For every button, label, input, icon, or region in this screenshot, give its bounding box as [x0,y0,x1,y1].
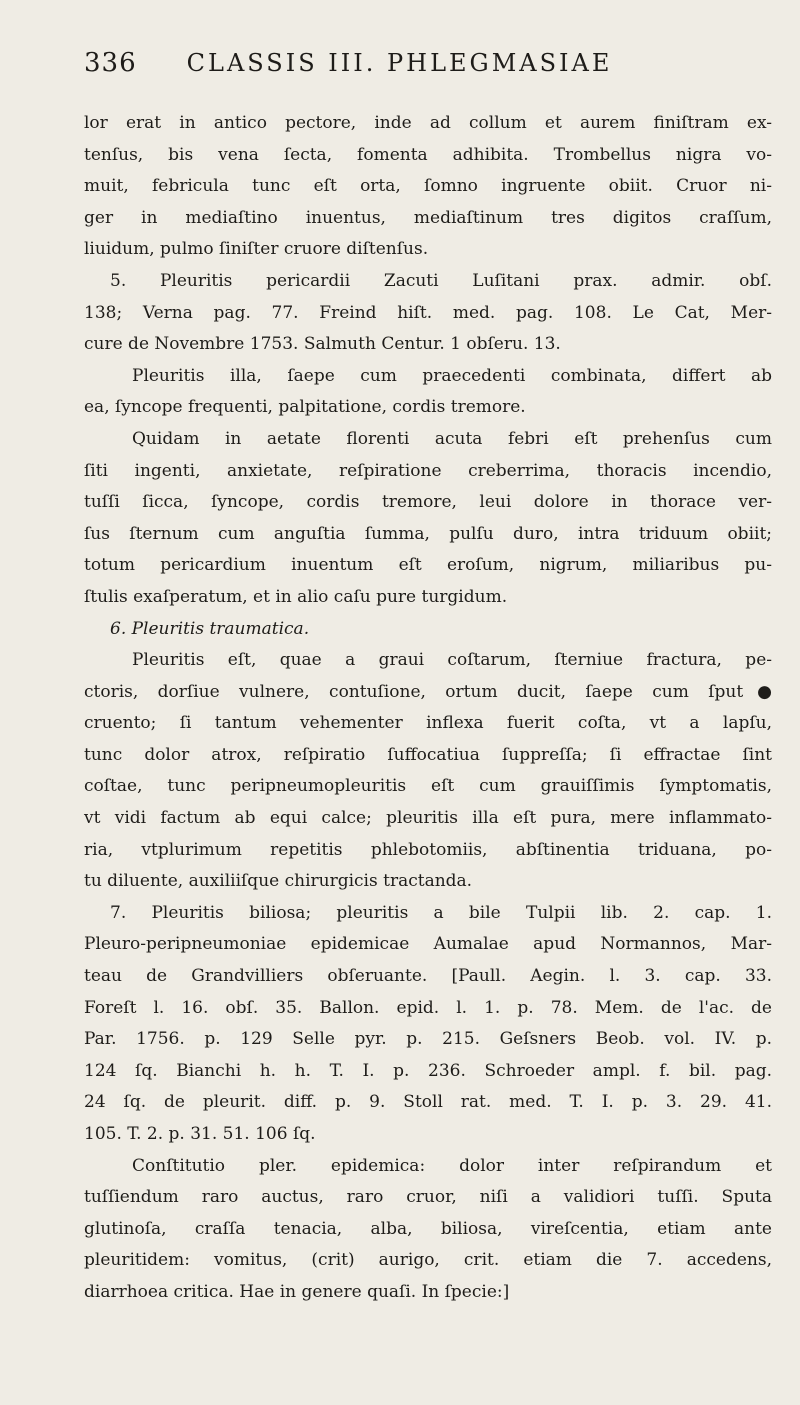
page-number: 336 [84,48,137,78]
section-7-description [84,1151,772,1309]
section-5-case [84,424,772,614]
text-line: totum pericardium inuentum eſt eroſum, nigrum, miliaribus pu- [84,555,772,576]
text-line: coſtae, tunc peripneumopleuritis eſt cum grauiſſimis ſymptomatis, [84,776,772,797]
text-line: pleuritidem: vomitus, (crit) aurigo, crit. etiam die 7. accedens, [84,1250,772,1271]
text-line: lor erat in antico pectore, inde ad collum et aurem finiſtram ex- [84,113,772,133]
running-header [84,48,772,96]
text-line: Conſtitutio pler. epidemica: dolor inter reſpirandum et [132,1155,772,1176]
text-line: cure de Novembre 1753. Salmuth Centur. 1 obſeru. 13. [84,334,561,355]
text-line: ſiti ingenti, anxietate, reſpiratione creberrima, thoracis incendio, [84,460,772,481]
text-line: Pleuritis eſt, quae a graui coſtarum, ſterniue fractura, pe- [132,650,772,671]
text-line: tunc dolor atrox, reſpiratio ſuffocatiua ſuppreſſa; ſi effractae ſint [84,744,772,765]
text-line: 24 ſq. de pleurit. diff. p. 9. Stoll rat. med. T. I. p. 3. 29. 41. [84,1092,772,1113]
text-line: 7. Pleuritis biliosa; pleuritis a bile Tulpii lib. 2. cap. 1. [110,902,772,923]
text-line: teau de Grandvilliers obſeruante. [Paull. Aegin. l. 3. cap. 33. [84,966,772,987]
section-5-citations [84,266,772,361]
page-body [84,108,772,1309]
text-line: Pleuritis illa, ſaepe cum praecedenti combinata, differt ab [132,365,772,386]
text-line: tu diluente, auxiliiſque chirurgicis tractanda. [84,871,473,892]
text-line: ria, vtplurimum repetitis phlebotomiis, abſtinentia triduana, po- [84,839,772,860]
section-heading: 6. Pleuritis traumatica. [110,618,310,639]
text-line: 138; Verna pag. 77. Freind hiſt. med. pag. 108. Le Cat, Mer- [84,302,772,323]
text-line: tenſus, bis vena ſecta, fomenta adhibita. Trombellus nigra vo- [84,144,772,165]
section-5-description [84,361,772,424]
section-6-description [84,645,772,898]
text-line: ctoris, dorſiue vulnere, contuſione, ortum ducit, ſaepe cum ſput● [84,681,772,702]
text-line: liuidum, pulmo ſiniſter cruore diſtenſus. [84,239,429,260]
text-line: 105. T. 2. p. 31. 51. 106 ſq. [84,1124,316,1144]
text-line: vt vidi factum ab equi calce; pleuritis illa eſt pura, mere inflammato- [84,808,772,829]
text-line: Quidam in aetate florenti acuta febri eſt prehenſus cum [132,428,772,449]
text-line: ſtulis exaſperatum, et in alio caſu pure turgidum. [84,586,508,607]
text-line: tuſſiendum raro auctus, raro cruor, niſi a validiori tuſſi. Sputa [84,1187,772,1208]
text-line: 5. Pleuritis pericardii Zacuti Luſitani prax. admir. obſ. [110,270,772,291]
text-line: Pleuro-peripneumoniae epidemicae Aumalae apud Normannos, Mar- [84,934,772,955]
text-line: diarrhoea critica. Hae in genere quaſi. In ſpecie:] [84,1281,510,1302]
text-line: ea, ſyncope frequenti, palpitatione, cordis tremore. [84,397,526,418]
paragraph-continuation [84,108,772,266]
text-line: tuſſi ſicca, ſyncope, cordis tremore, leui dolore in thorace ver- [84,492,772,513]
text-line: muit, febricula tunc eſt orta, ſomno ingruente obiit. Cruor ni- [84,176,772,197]
text-line: Foreſt l. 16. obſ. 35. Ballon. epid. l. 1. p. 78. Mem. de l'ac. de [84,997,772,1018]
text-line: ſus ſternum cum anguſtia ſumma, pulſu duro, intra triduum obiit; [84,523,772,544]
text-line: 124 ſq. Bianchi h. h. T. I. p. 236. Schroeder ampl. f. bil. pag. [84,1060,772,1081]
text-line: Par. 1756. p. 129 Selle pyr. p. 215. Geſsners Beob. vol. IV. p. [84,1029,772,1050]
text-line: glutinoſa, craſſa tenacia, alba, biliosa, vireſcentia, etiam ante [84,1218,772,1239]
running-title: CLASSIS III. PHLEGMASIAE [186,49,613,77]
text-line: ger in mediaſtino inuentus, mediaſtinum tres digitos craſſum, [84,207,772,228]
section-6-heading [84,614,772,646]
section-7-citations [84,898,772,1151]
text-line: cruento; ſi tantum vehementer inflexa fuerit coſta, vt a lapſu, [84,713,772,734]
